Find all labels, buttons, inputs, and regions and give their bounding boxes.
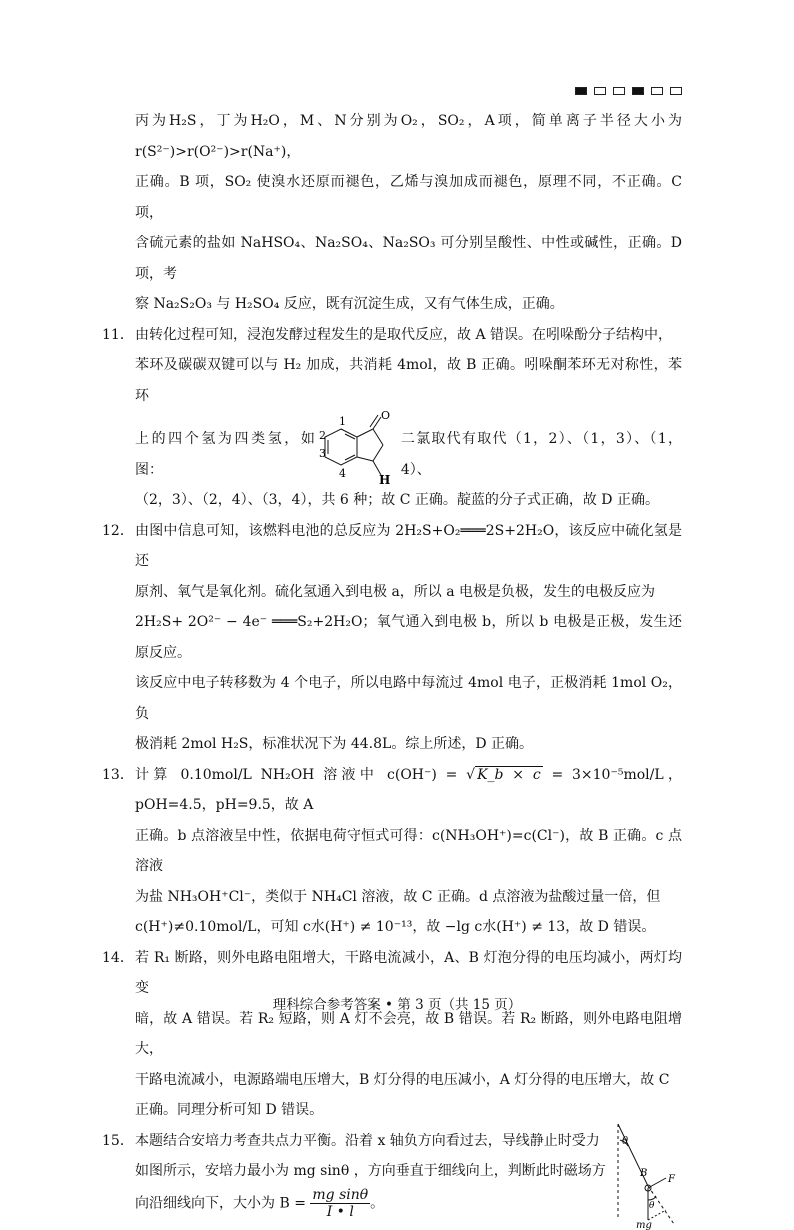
text-line: 正确。b 点溶液呈中性，依据电荷守恒式可得：c(NH₃OH⁺)=c(Cl⁻)，故 B 正确。c 点溶液 [135,827,682,874]
gravity-label: mg [636,1219,652,1230]
marker-square-filled [632,87,644,95]
position-label: 4 [338,467,346,480]
text-line: 本题结合安培力考查共点力平衡。沿着 x 轴负方向看过去，导线静止时受力 [135,1132,600,1149]
text-line: 正确。同理分析可知 D 错误。 [135,1102,324,1118]
text-line: 2H₂S+ 2O²⁻ − 4e⁻ ═══S₂+2H₂O；氧气通入到电极 b，所以 b 电极是正极，发生还原反应。 [135,614,682,661]
fraction [310,1187,370,1220]
answer-15 [102,1126,682,1230]
fraction-denominator: I • l [326,1203,354,1220]
marker-square-filled [575,87,587,95]
formula-line: 计算 0.10mol/L NH₂OH 溶液中 c(OH⁻) = √ K_b × c = 3×10⁻⁵mol/L，pOH=4.5，pH=9.5，故 A [135,766,682,813]
text-segment: 向沿细线向下，大小为 B = [135,1195,311,1211]
text-line: 若 R₁ 断路，则外电路电阻增大，干路电流减小，A、B 灯泡分得的电压均减小，两灯均变 [135,949,682,996]
text-line: 正确。B 项，SO₂ 使溴水还原而褪色，乙烯与溴加成而褪色，原理不同，不正确。C 项， [135,174,682,221]
item-number: 12． [102,522,134,539]
text-line: 由转化过程可知，浸泡发酵过程发生的是取代反应，故 A 错误。在吲哚酚分子结构中， [135,326,673,343]
answer-10-continuation [102,106,682,320]
text-line: 干路电流减小，电源路端电压增大，B 灯分得的电压减小，A 灯分得的电压增大，故 C [135,1071,670,1088]
text-line: c(H⁺)≠0.10mol/L，可知 c水(H⁺) ≠ 10⁻¹³，故 −lg c水(H⁺) ≠ 13，故 D 错误。 [135,919,656,935]
answer-content [102,106,682,1230]
position-label: 1 [338,415,346,428]
position-label: 3 [318,447,326,460]
text-line: 含硫元素的盐如 NaHSO₄、Na₂SO₄、Na₂SO₃ 可分别呈酸性、中性或碱性，正确。D 项，考 [135,235,682,282]
nitrogen-h-label: H [378,473,391,485]
angle-label: θ [622,1135,629,1147]
oxygen-label: O [380,411,390,422]
answer-11 [102,320,682,516]
text-segment: 二氯取代有取代（1，2）、（1，3）、（1，4）、 [400,431,682,478]
text-line: 该反应中电子转移数为 4 个电子，所以电路中每流过 4mol 电子，正极消耗 1mol O₂，负 [135,675,682,722]
page-footer: 理科综合参考答案 • 第 3 页（共 15 页） [272,997,522,1013]
marker-square-empty [594,87,606,95]
text-segment: 。 [370,1195,385,1211]
marker-square-empty [613,87,625,95]
indolinone-structure-diagram [319,411,399,485]
text-line: 苯环及碳碳双键可以与 H₂ 加成，共消耗 4mol，故 B 正确。吲哚酮苯环无对称性，苯环 [135,357,682,404]
marker-square-empty [670,87,682,95]
text-segment: = 3×10⁻⁵mol/L，pOH=4.5，pH=9.5，故 A [135,766,682,813]
force-label: F [668,1173,675,1185]
marker-square-empty [651,87,663,95]
text-line: 丙为H₂S，丁为H₂O，M、N分别为O₂，SO₂，A项，简单离子半径大小为r(S²⁻)>r(O²⁻)>r(Na⁺)， [135,113,682,160]
text-line: 暗，故 A 错误。若 R₂ 短路，则 A 灯不会亮，故 B 错误。若 R₂ 断路，则外电路电阻增大， [135,1010,682,1057]
text-line: 原剂、氧气是氧化剂。硫化氢通入到电极 a，所以 a 电极是负极，发生的电极反应为 [135,583,656,600]
text-line: 如图所示，安培力最小为 mg sinθ ，方向垂直于细线向上，判断此时磁场方 [135,1163,606,1179]
structure-line [135,411,682,485]
text-line: 由图中信息可知，该燃料电池的总反应为 2H₂S+O₂═══2S+2H₂O，该反应中硫化氢是还 [135,522,682,569]
text-segment: 计算 0.10mol/L NH₂OH 溶液中 c(OH⁻) = [135,766,467,783]
text-line: （2，3）、（2，4）、（3，4），共 6 种；故 C 正确。靛蓝的分子式正确，故 D 正确。 [135,492,659,508]
text-line: 为盐 NH₃OH⁺Cl⁻，类似于 NH₄Cl 溶液，故 C 正确。d 点溶液为盐酸过量一倍，但 [135,888,661,905]
item-number: 15． [102,1132,134,1149]
text-segment: 上的四个氢为四类氢，如图： [135,431,315,478]
answer-13 [102,760,682,943]
page-marker-squares [575,87,682,95]
formula-line [135,1187,635,1220]
angle-label: θ [649,1200,655,1211]
item-number: 11． [102,326,134,343]
fraction-numerator: mg sinθ [312,1186,369,1203]
text-line: 察 Na₂S₂O₃ 与 H₂SO₄ 反应，既有沉淀生成，又有气体生成，正确。 [135,296,564,312]
item-number: 14． [102,949,134,966]
answer-14 [102,943,682,1126]
item-number: 13． [102,766,134,783]
force-diagram [614,1120,690,1230]
answer-12 [102,516,682,760]
field-label: B [640,1167,648,1179]
sqrt-expression: K_b × c [477,766,541,783]
position-label: 2 [318,429,326,442]
text-line: 极消耗 2mol H₂S，标准状况下为 44.8L。综上所述，D 正确。 [135,736,533,752]
